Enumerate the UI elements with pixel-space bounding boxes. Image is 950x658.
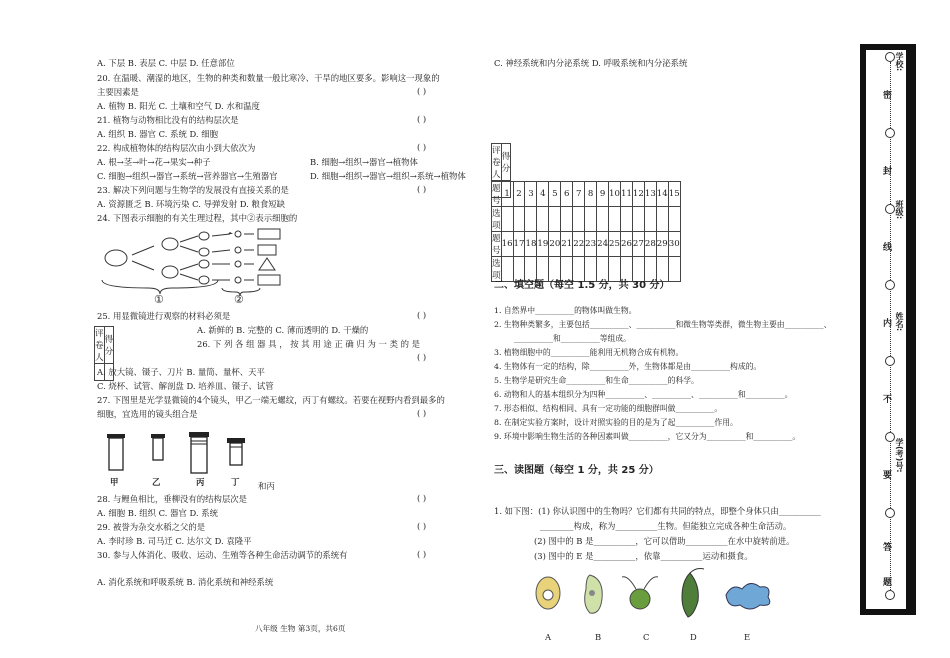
q-num: 14: [656, 182, 668, 207]
seal-circle: [885, 508, 895, 518]
seal-char: 封: [883, 167, 893, 177]
q-num: 5: [549, 182, 561, 207]
answer-paren: ( ): [417, 184, 427, 194]
answer-paren: ( ): [417, 352, 427, 362]
q-num: 30: [668, 232, 680, 257]
answer-cell[interactable]: [513, 207, 525, 232]
q27-text-2: 细胞，宜选用的镜头组合是: [97, 409, 198, 419]
answer-paren: ( ): [417, 114, 427, 124]
q30-text: 30. 参与人体消化、吸收、运动、生殖等各种生命活动调节的系统有: [97, 550, 348, 560]
answer-cell[interactable]: [644, 207, 656, 232]
q-num: 6: [561, 182, 573, 207]
read-q1-cont: ________构成，称为__________生物。但能独立完成各种生命活动。: [540, 521, 792, 531]
seal-char: 要: [883, 471, 893, 481]
lens-label-bing: 丙: [196, 477, 205, 487]
q23-options: A. 资源匮乏 B. 环境污染 C. 导弹发射 D. 粮食短缺: [97, 199, 286, 209]
q26-text: 26. 下 列 各 组 器 具 ， 按 其 用 途 正 确 归 为 一 类 的 是: [197, 339, 421, 349]
q-num: 29: [656, 232, 668, 257]
q22-option-a: A. 根→茎→叶→花→果实→种子: [97, 157, 211, 167]
q-num: 24: [597, 232, 609, 257]
answer-cell[interactable]: [549, 207, 561, 232]
fill-q2-cont: __________和__________等组成。: [514, 334, 631, 343]
score-label: 得分: [501, 144, 511, 181]
read-q1: 1. 如下图：(1) 你认识图中的生物吗？它们都有共同的特点，即整个身体只由__________: [494, 506, 821, 516]
fill-q7: 7. 形态相似、结构相同、具有一定功能的细胞群叫做__________。: [494, 404, 723, 413]
binding-strip: [860, 44, 916, 615]
q27-answer-fragment: 和丙: [258, 481, 275, 491]
q25-text: 25. 用显微镜进行观察的材料必须是: [97, 311, 231, 321]
section-2-title: 二、填空题（每空 1.5 分，共 30 分）: [494, 280, 670, 291]
q-num: 15: [668, 182, 680, 207]
fill-q1: 1. 自然界中__________的物体叫做生物。: [494, 306, 637, 315]
seal-circle: [885, 356, 895, 366]
lens-label-yi: 乙: [152, 477, 161, 487]
q-num: 25: [609, 232, 621, 257]
q30-options-ab: A. 消化系统和呼吸系统 B. 消化系统和神经系统: [97, 577, 274, 587]
q-num: 18: [525, 232, 537, 257]
q29-text: 29. 被誉为杂交水稻之父的是: [97, 522, 206, 532]
organism-label-a: A: [545, 632, 552, 642]
answer-paren: ( ): [417, 521, 427, 531]
answer-cell[interactable]: [597, 207, 609, 232]
q19-options: A. 下层 B. 表层 C. 中层 D. 任意部位: [97, 58, 235, 68]
answer-cell[interactable]: [525, 207, 537, 232]
q22-option-b: B. 细胞→组织→器官→植物体: [310, 157, 418, 167]
q20-options: A. 植物 B. 阳光 C. 土壤和空气 D. 水和温度: [97, 101, 260, 111]
q-num: 1: [501, 182, 513, 207]
q24-text: 24. 下图表示细胞的有关生理过程，其中②表示细胞的: [97, 213, 298, 223]
fill-q3: 3. 植物细胞中的__________能利用无机物合成有机物。: [494, 348, 684, 357]
microscope-lenses: [105, 430, 265, 480]
fill-q6: 6. 动物和人的基本组织分为四种__________、__________、__________和__________。: [494, 390, 793, 399]
exam-number-label: 学(考)号:: [895, 438, 904, 473]
q-num: 4: [537, 182, 549, 207]
q26-options-ab: A. 放大镜、镊子、刀片 B. 量筒、量杯、天平: [97, 367, 265, 377]
grader-label: 评卷人: [95, 327, 105, 364]
q-num: 22: [573, 232, 585, 257]
q25-options: A. 新鲜的 B. 完整的 C. 薄而透明的 D. 干燥的: [197, 325, 369, 335]
q-num: 16: [501, 232, 513, 257]
row-label-ans: 选项: [492, 207, 502, 232]
organism-label-d: D: [690, 632, 697, 642]
answer-cell[interactable]: [561, 207, 573, 232]
answer-cell[interactable]: [668, 207, 680, 232]
organism-e-amoeba: [726, 583, 770, 609]
seal-char: 不: [883, 395, 893, 405]
organism-label-c: C: [643, 632, 650, 642]
binding-strip-inner: [866, 50, 906, 609]
seal-char: 答: [883, 543, 893, 553]
answer-cell[interactable]: [620, 207, 632, 232]
answer-paren: ( ): [417, 310, 427, 320]
seal-circle: [885, 590, 895, 600]
q22-option-c: C. 细胞→组织→器官→系统→营养器官→生殖器官: [97, 171, 278, 181]
q22-text: 22. 构成植物体的结构层次由小到大依次为: [97, 143, 256, 153]
section-3-title: 三、读图题（每空 1 分，共 25 分）: [494, 465, 659, 476]
q-num: 28: [644, 232, 656, 257]
answer-cell[interactable]: [537, 207, 549, 232]
q-num: 12: [632, 182, 644, 207]
q-num: 17: [513, 232, 525, 257]
fill-q8: 8. 在制定实验方案时，设计对照实验的目的是为了起__________作用。: [494, 418, 738, 427]
school-label: 学校:: [895, 52, 904, 72]
fill-q2: 2. 生物种类繁多，主要包括__________、__________和微生物等类群，微生物主要由__________、: [494, 320, 832, 329]
q27-text: 27. 下图里是光学显微镜的4个镜头，甲乙一端无螺纹，丙丁有螺纹。若要在视野内看到最多的: [97, 395, 445, 405]
fill-q9: 9. 环境中影响生物生活的各种因素叫做__________，它又分为__________和__________。: [494, 432, 801, 441]
q26-options-cd: C. 烧杯、试管、解剖盘 D. 培养皿、镊子、试管: [97, 381, 274, 391]
q-num: 23: [585, 232, 597, 257]
q21-options: A. 组织 B. 器官 C. 系统 D. 细胞: [97, 129, 219, 139]
answer-paren: ( ): [417, 493, 427, 503]
cell-process-diagram: [100, 228, 300, 308]
row-label-num: 题号: [492, 232, 502, 257]
seal-circle: [885, 128, 895, 138]
fill-q5: 5. 生物学是研究生命__________和生命__________的科学。: [494, 376, 699, 385]
organism-figures: [528, 565, 778, 625]
q-num: 2: [513, 182, 525, 207]
q20-text: 20. 在温暖、潮湿的地区，生物的种类和数量一般比寒冷、干旱的地区要多。影响这一现象的: [97, 73, 440, 83]
q-num: 27: [632, 232, 644, 257]
q28-options: A. 细胞 B. 组织 C. 器官 D. 系统: [97, 508, 219, 518]
lens-label-jia: 甲: [110, 477, 119, 487]
answer-paren: ( ): [417, 86, 427, 96]
organism-c-chlamydomonas: [622, 577, 658, 609]
row-label-ans: 选项: [492, 257, 502, 282]
answer-cell[interactable]: [501, 207, 513, 232]
q-num: 3: [525, 182, 537, 207]
q22-option-d: D. 细胞→组织→器官→组织→系统→植物体: [310, 171, 466, 181]
answer-table-ans-row-1: [492, 207, 681, 232]
read-q1-3: (3) 图中的 E 是__________，依靠__________运动和摄食。: [534, 551, 753, 561]
answer-cell[interactable]: [585, 207, 597, 232]
q-num: 19: [537, 232, 549, 257]
seal-char: 线: [883, 243, 893, 253]
q21-text: 21. 植物与动物相比没有的结构层次是: [97, 115, 239, 125]
answer-table-num-row-1: [492, 182, 681, 207]
name-label: 姓名:: [895, 312, 904, 332]
answer-paren: ( ): [417, 408, 427, 418]
q-num: 10: [609, 182, 621, 207]
score-label: 得分: [104, 327, 114, 364]
answer-paren: ( ): [417, 549, 427, 559]
q29-options: A. 李时珍 B. 司马迁 C. 达尔文 D. 袁隆平: [97, 536, 252, 546]
answer-table: [491, 181, 681, 282]
q28-text: 28. 与鲤鱼相比，垂柳没有的结构层次是: [97, 494, 247, 504]
seal-char: 密: [883, 91, 893, 101]
q-num: 11: [620, 182, 632, 207]
answer-table-num-row-2: [492, 232, 681, 257]
answer-cell[interactable]: [656, 207, 668, 232]
q-num: 9: [597, 182, 609, 207]
q20-text-2: 主要因素是: [97, 87, 139, 97]
page-footer: 八年级 生物 第3页，共6页: [255, 624, 346, 633]
organism-label-b: B: [595, 632, 602, 642]
seal-line: [890, 62, 891, 600]
class-label: 班级:: [895, 200, 904, 220]
q-num: 7: [573, 182, 585, 207]
answer-cell[interactable]: [668, 257, 680, 282]
seal-circle: [885, 280, 895, 290]
organism-a-yeast: [536, 577, 560, 609]
lens-label-ding: 丁: [231, 477, 240, 487]
organism-b-paramecium: [585, 575, 603, 613]
seal-char: 题: [883, 578, 893, 588]
q-num: 21: [561, 232, 573, 257]
answer-paren: ( ): [417, 142, 427, 152]
organism-label-e: E: [744, 632, 751, 642]
fill-q4: 4. 生物体有一定的结构，除__________外，生物体都是由__________构成的。: [494, 362, 762, 371]
organism-d-euglena: [682, 569, 704, 618]
answer-cell[interactable]: [573, 207, 585, 232]
q-num: 8: [585, 182, 597, 207]
row-label-num: 题号: [492, 182, 502, 207]
q-num: 20: [549, 232, 561, 257]
answer-cell[interactable]: [632, 207, 644, 232]
read-q1-2: (2) 图中的 B 是__________，它可以借助__________在水中旋转前进。: [534, 536, 795, 546]
diagram-label-2: ②: [234, 293, 244, 306]
diagram-label-1: ①: [154, 293, 164, 306]
q23-text: 23. 解决下列问题与生物学的发展没有直接关系的是: [97, 185, 289, 195]
q-num: 26: [620, 232, 632, 257]
q-num: 13: [644, 182, 656, 207]
grader-label: 评卷人: [492, 144, 502, 181]
answer-cell[interactable]: [609, 207, 621, 232]
q30-options-cd: C. 神经系统和内分泌系统 D. 呼吸系统和内分泌系统: [494, 58, 688, 68]
seal-char: 内: [883, 319, 893, 329]
